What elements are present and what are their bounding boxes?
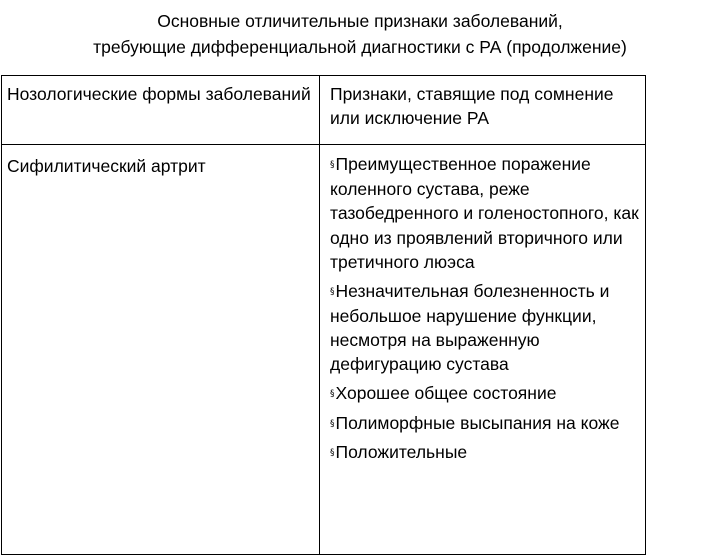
bullet-marker: § [330, 388, 335, 399]
slide-title [0, 8, 720, 60]
bullet-marker: § [330, 418, 335, 429]
sign-text: Преимущественное поражение коленного сустава, реже тазобедренного и голеностопного, как одно из проявлений вторичного или третичного люэса [330, 154, 639, 272]
sign-text: Незначительная болезненность и небольшое нарушение функции, несмотря на выраженную дефигурацию сустава [330, 280, 610, 375]
sign-text: Полиморфные высыпания на коже [335, 412, 620, 433]
title-line-1: Основные отличительные признаки заболеваний, [157, 11, 563, 31]
header-divider [2, 144, 645, 145]
bullet-marker: § [330, 286, 335, 297]
bullet-marker: § [330, 160, 335, 170]
header-signs: Признаки, ставящие под сомнение или исключение РА [330, 84, 614, 129]
sign-text: Хорошее общее состояние [335, 382, 557, 403]
disease-name: Сифилитический артрит [7, 156, 206, 176]
sign-item [330, 279, 644, 377]
header-nosological-forms: Нозологические формы заболеваний [7, 84, 311, 104]
column-divider [319, 76, 320, 554]
sign-item [330, 440, 644, 465]
sign-item [330, 381, 644, 406]
bullet-marker: § [330, 448, 335, 459]
sign-text: Положительные [335, 442, 468, 463]
diagnosis-table [1, 75, 646, 555]
title-line-2: требующие дифференциальной диагностики с РА (продолжение) [93, 37, 627, 57]
sign-item [330, 152, 644, 274]
sign-item [330, 411, 644, 436]
signs-list [330, 152, 644, 470]
